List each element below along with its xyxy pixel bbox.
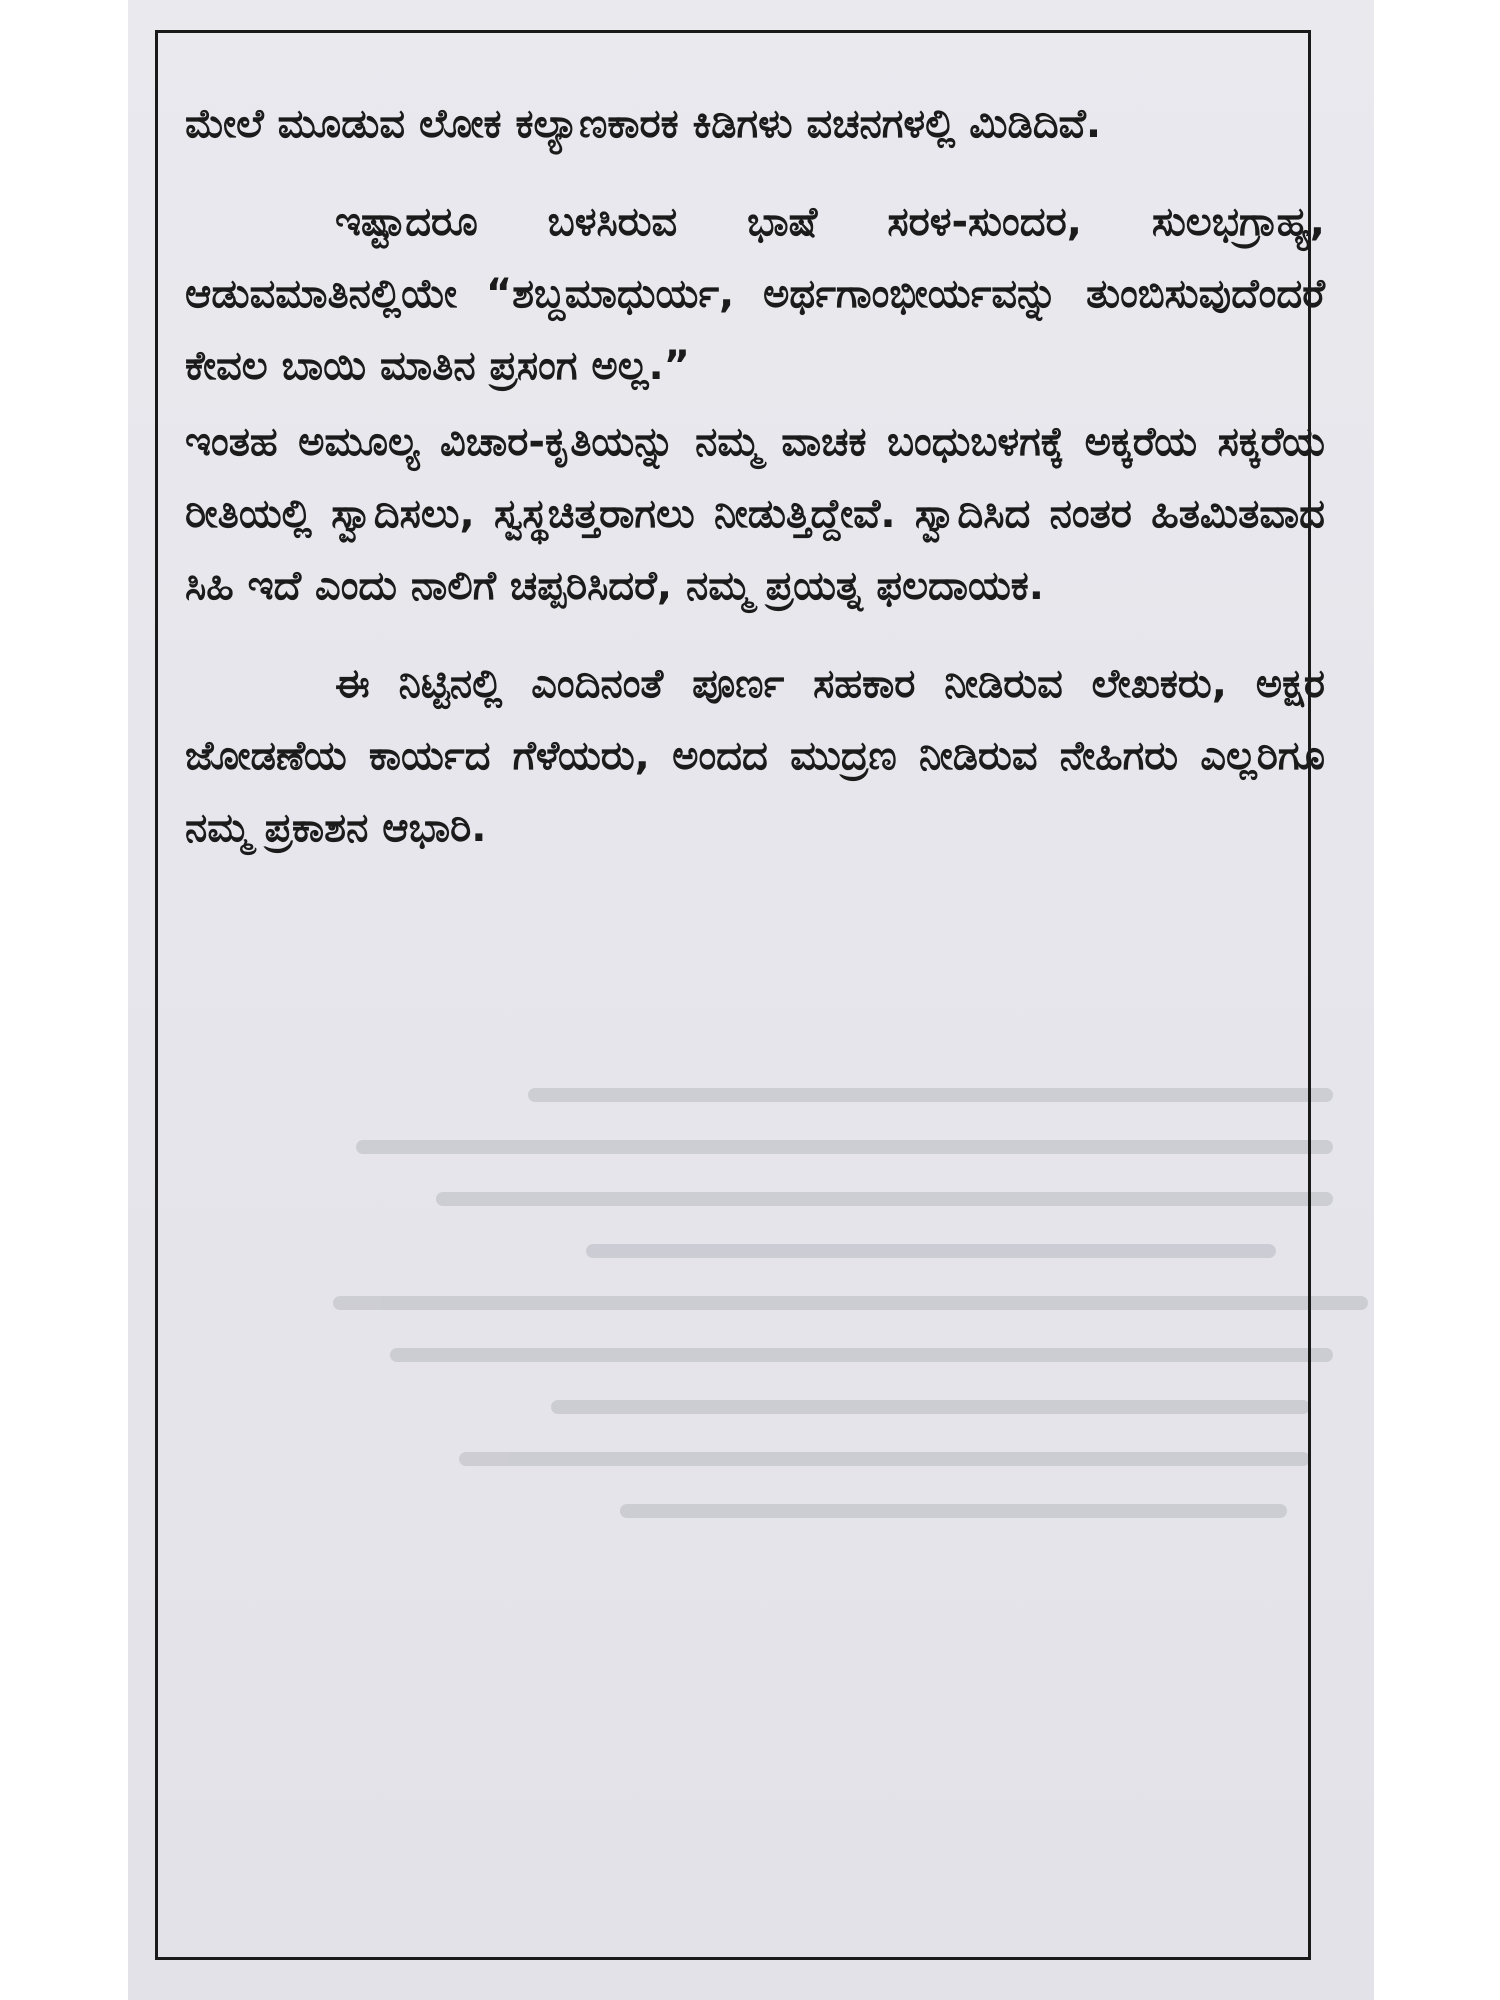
paragraph-1: ಮೇಲೆ ಮೂಡುವ ಲೋಕ ಕಲ್ಯಾಣಕಾರಕ ಕಿಡಿಗಳು ವಚನಗಳಲ್ಲಿ ಮಿಡಿದಿವೆ. (185, 101, 1102, 147)
body-text (185, 88, 1325, 864)
paragraph-4: ಈ ನಿಟ್ಟಿನಲ್ಲಿ ಎಂದಿನಂತೆ ಪೂರ್ಣ ಸಹಕಾರ ನೀಡಿರುವ ಲೇಖಕರು, ಅಕ್ಷರ ಜೋಡಣೆಯ ಕಾರ್ಯದ ಗೆಳೆಯರು, ಅಂದದ ಮುದ್ರಣ ನೀಡಿರುವ ನೇಹಿಗರು ಎಲ್ಲರಿಗೂ ನಮ್ಮ ಪ್ರಕಾಶನ ಆಭಾರಿ. (185, 661, 1325, 851)
paragraph-3: ಇಂತಹ ಅಮೂಲ್ಯ ವಿಚಾರ-ಕೃತಿಯನ್ನು ನಮ್ಮ ವಾಚಕ ಬಂಧುಬಳಗಕ್ಕೆ ಅಕ್ಕರೆಯ ಸಕ್ಕರೆಯ ರೀತಿಯಲ್ಲಿ ಸ್ವಾದಿಸಲು, ಸ್ವಸ್ಥಚಿತ್ತರಾಗಲು ನೀಡುತ್ತಿದ್ದೇವೆ. ಸ್ವಾದಿಸಿದ ನಂತರ ಹಿತಮಿತವಾದ ಸಿಹಿ ಇದೆ ಎಂದು ನಾಲಿಗೆ ಚಪ್ಪರಿಸಿದರೆ, ನಮ್ಮ ಪ್ರಯತ್ನ ಫಲದಾಯಕ. (185, 419, 1325, 609)
paragraph-2: ಇಷ್ಟಾದರೂ ಬಳಸಿರುವ ಭಾಷೆ ಸರಳ-ಸುಂದರ, ಸುಲಭಗ್ರಾಹ್ಯ, ಆಡುವಮಾತಿನಲ್ಲಿಯೇ “ಶಬ್ದಮಾಧುರ್ಯ, ಅರ್ಥಗಾಂಭೀರ್ಯವನ್ನು ತುಂಬಿಸುವುದೆಂದರೆ ಕೇವಲ ಬಾಯಿ ಮಾತಿನ ಪ್ರಸಂಗ ಅಲ್ಲ.” (185, 199, 1325, 389)
